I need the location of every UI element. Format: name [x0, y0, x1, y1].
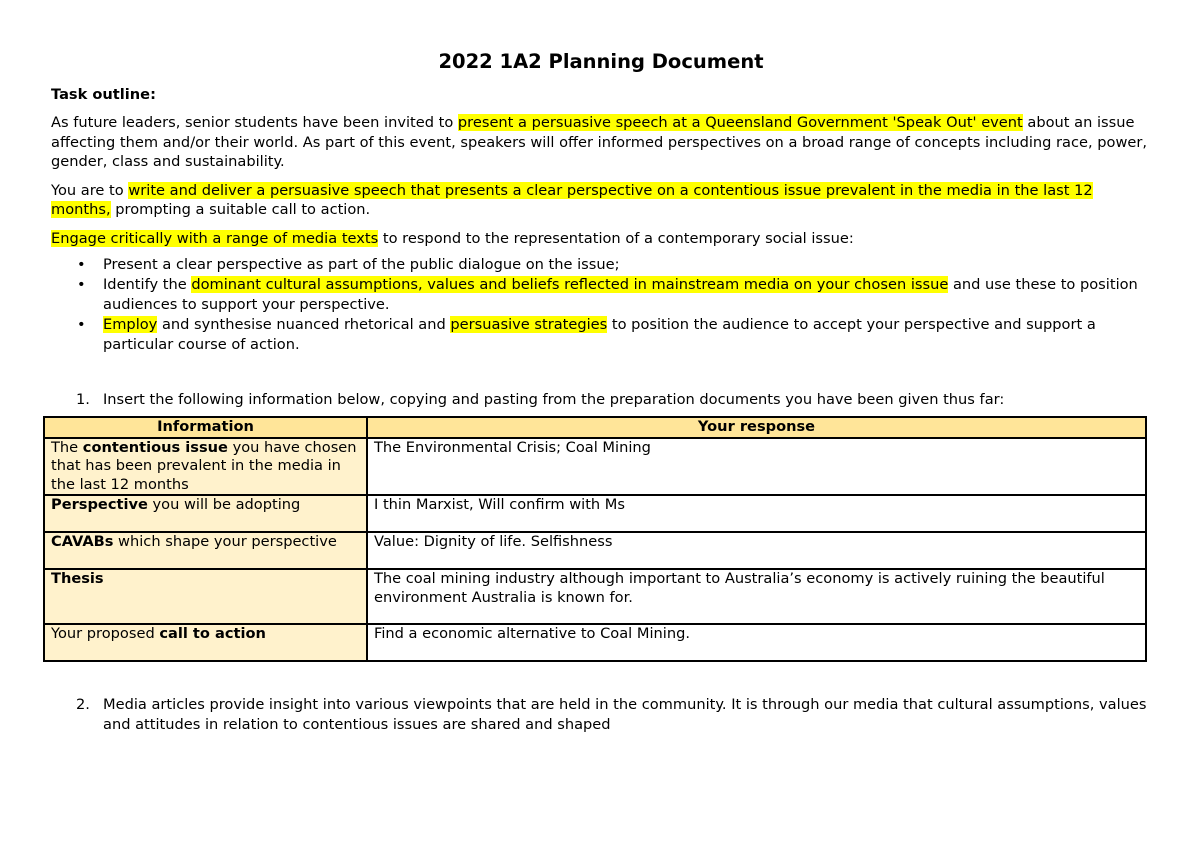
- question-text: Media articles provide insight into various viewpoints that are held in the community. It is through our media that cultural assumptions, values and attitudes in relation to contentious issues are shared and shaped: [103, 696, 1147, 733]
- planning-table: [43, 416, 1147, 662]
- bullet-text: Identify the: [103, 276, 192, 293]
- bullet-text-end: to position the audience to accept your perspective and support a particular course of action.: [103, 316, 1096, 353]
- label-bold: call to action: [159, 625, 266, 642]
- table-row: [44, 495, 1146, 532]
- engage-paragraph: [51, 229, 1151, 249]
- row-label: [44, 532, 367, 569]
- question-2: [76, 695, 1151, 735]
- bullet-icon: •: [77, 256, 86, 273]
- list-item: [77, 275, 1151, 315]
- row-label: [44, 624, 367, 661]
- list-item: [77, 255, 1151, 275]
- label-text-end: you will be adopting: [147, 496, 301, 513]
- page-title: 2022 1A2 Planning Document: [438, 50, 764, 73]
- label-text-end: which shape your perspective: [113, 533, 337, 550]
- bullet-text: Present a clear perspective as part of the public dialogue on the issue;: [103, 256, 620, 273]
- intro-paragraph: [51, 113, 1151, 172]
- row-label: [44, 495, 367, 532]
- para3-highlight: Engage critically with a range of media texts: [51, 229, 379, 247]
- column-header-response: Your response: [367, 417, 1146, 438]
- question-1-list: [51, 390, 1151, 410]
- response-cell[interactable]: Find a economic alternative to Coal Mining.: [367, 624, 1146, 661]
- question-number: 1.: [76, 391, 90, 408]
- table-row: [44, 624, 1146, 661]
- table-row: [44, 569, 1146, 624]
- para2-text: You are to: [51, 181, 129, 199]
- row-label: [44, 569, 367, 624]
- bullet-text-end: and use these to position audiences to support your perspective.: [103, 276, 1138, 313]
- response-cell[interactable]: Value: Dignity of life. Selfishness: [367, 532, 1146, 569]
- label-bold: CAVABs: [51, 533, 114, 550]
- para2-text-end: prompting a suitable call to action.: [110, 201, 371, 218]
- para1-text: As future leaders, senior students have been invited to: [51, 114, 458, 131]
- row-label: [44, 438, 367, 496]
- para2-highlight: write and deliver a persuasive speech that presents a clear perspective on a contentious issue prevalent in the media in the last 12 months,: [51, 181, 1093, 218]
- question-2-list: [51, 695, 1151, 735]
- table-header-row: [44, 417, 1146, 438]
- label-bold: contentious issue: [82, 438, 228, 456]
- bullet-highlight: Employ: [103, 316, 158, 333]
- bullet-text: and synthesise nuanced rhetorical and: [157, 316, 451, 333]
- question-text: Insert the following information below, copying and pasting from the preparation documents you have been given thus far:: [103, 391, 1005, 408]
- table-row: [44, 438, 1146, 496]
- response-cell[interactable]: I thin Marxist, Will confirm with Ms: [367, 495, 1146, 532]
- label-bold: Perspective: [51, 496, 148, 513]
- response-cell[interactable]: The Environmental Crisis; Coal Mining: [367, 438, 1146, 496]
- label-text: The: [51, 438, 83, 456]
- task-paragraph: [51, 181, 1151, 220]
- para1-text-end: about an issue affecting them and/or their world. As part of this event, speakers will offer informed perspectives on a broad range of concepts including race, power, gender, class and sustainability.: [51, 114, 1148, 170]
- question-number: 2.: [76, 696, 90, 713]
- bullet-icon: •: [77, 276, 86, 293]
- list-item: [77, 315, 1151, 355]
- document-content: [51, 50, 1151, 735]
- label-text: Your proposed: [51, 625, 160, 642]
- bullet-highlight: dominant cultural assumptions, values and beliefs reflected in mainstream media on your chosen issue: [191, 276, 949, 293]
- para1-highlight: present a persuasive speech at a Queensland Government 'Speak Out' event: [457, 114, 1023, 131]
- bullet-highlight-2: persuasive strategies: [450, 316, 608, 333]
- bullet-icon: •: [77, 316, 86, 333]
- para3-text: to respond to the representation of a contemporary social issue:: [378, 229, 854, 247]
- label-bold: Thesis: [51, 570, 104, 587]
- response-cell[interactable]: The coal mining industry although important to Australia’s economy is actively ruining the beautiful environment Australia is known for.: [367, 569, 1146, 624]
- criteria-list: [51, 255, 1151, 355]
- task-outline-heading: Task outline:: [51, 86, 156, 103]
- column-header-information: Information: [44, 417, 367, 438]
- table-row: [44, 532, 1146, 569]
- question-1: [76, 390, 1151, 410]
- label-text-end: you have chosen that has been prevalent in the media in the last 12 months: [51, 438, 357, 493]
